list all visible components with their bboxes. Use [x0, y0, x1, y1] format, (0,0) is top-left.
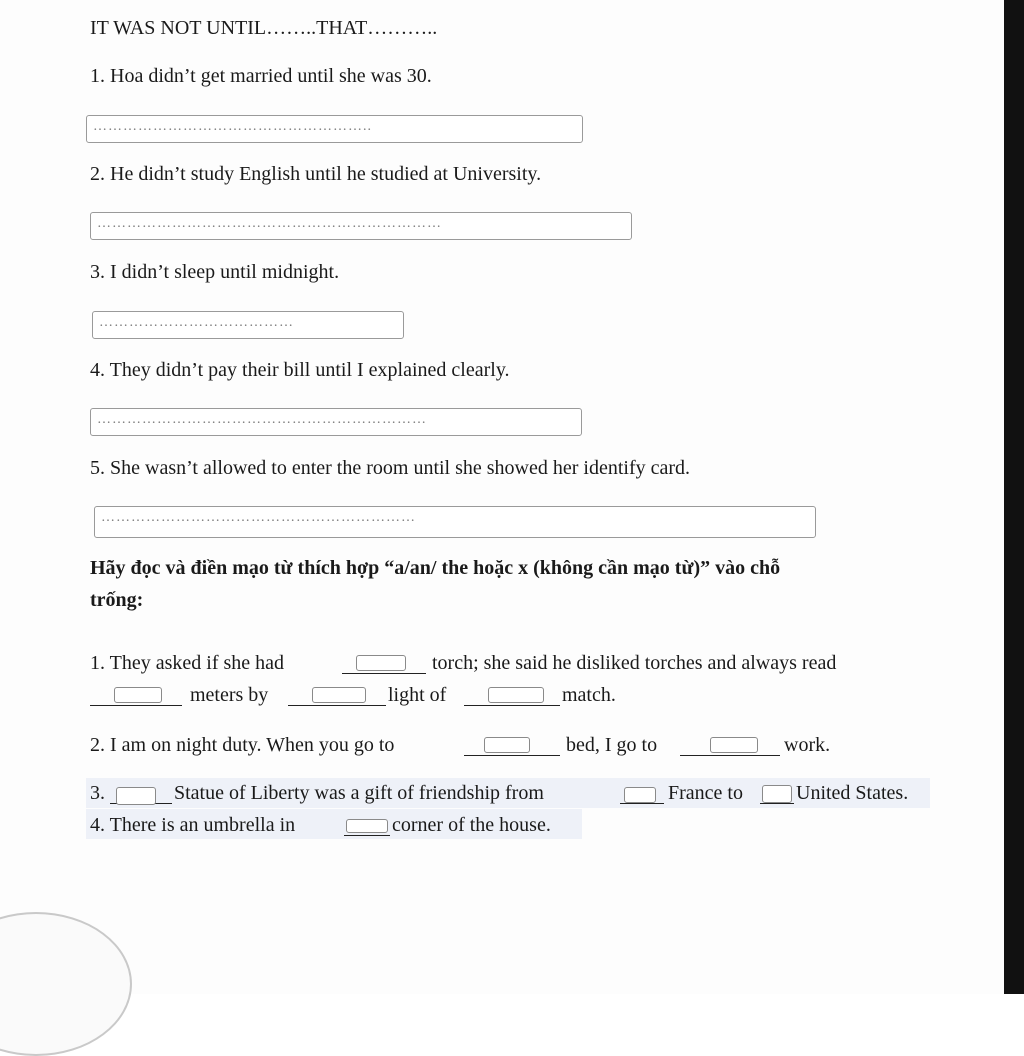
q2-part-c: work.: [784, 734, 831, 756]
q2-blank-1[interactable]: [464, 733, 560, 756]
q3-blank-3[interactable]: [760, 781, 794, 804]
answer-field-5[interactable]: ………………………………………………………: [94, 506, 816, 538]
q3-part-d: United States.: [796, 782, 909, 804]
q3-blank-2[interactable]: [620, 781, 664, 804]
answer-field-3[interactable]: …………………………………: [92, 311, 404, 339]
q1-blank-4[interactable]: [464, 683, 560, 706]
q3-blank-1[interactable]: [110, 781, 172, 804]
q4-part-b: corner of the house.: [392, 814, 551, 836]
q2-blank-2[interactable]: [680, 733, 780, 756]
dark-edge: [1004, 0, 1024, 994]
question-3-text: 3. I didn’t sleep until midnight.: [90, 261, 340, 283]
q2-part-a: 2. I am on night duty. When you go to: [90, 734, 395, 756]
answer-field-4[interactable]: …………………………………………………………: [90, 408, 582, 436]
question-4-text: 4. They didn’t pay their bill until I explained clearly.: [90, 359, 510, 381]
question-1-text: 1. Hoa didn’t get married until she was 30.: [90, 65, 432, 87]
q1-part-e: match.: [562, 684, 616, 706]
q3-part-c: France to: [668, 782, 743, 804]
q2-part-b: bed, I go to: [566, 734, 658, 756]
q4-part-a: 4. There is an umbrella in: [90, 814, 296, 836]
answer-field-2[interactable]: ……………………………………………………………: [90, 212, 632, 240]
question-5-text: 5. She wasn’t allowed to enter the room until she showed her identify card.: [90, 457, 691, 479]
instruction-line-1: Hãy đọc và điền mạo từ thích hợp “a/an/ the hoặc x (không cần mạo từ)” vào chỗ: [90, 557, 781, 579]
q1-blank-2[interactable]: [90, 683, 182, 706]
question-2-text: 2. He didn’t study English until he studied at University.: [90, 163, 542, 185]
q1-part-d: light of: [388, 684, 447, 706]
q1-part-a: 1. They asked if she had: [90, 652, 285, 674]
q3-part-b: Statue of Liberty was a gift of friendship from: [174, 782, 544, 804]
answer-field-1[interactable]: ………………………………………………..: [86, 115, 583, 143]
q1-part-c: meters by: [190, 684, 269, 706]
page-curl-corner: [0, 912, 132, 1056]
q1-part-b: torch; she said he disliked torches and always read: [432, 652, 837, 674]
q1-blank-3[interactable]: [288, 683, 386, 706]
q4-blank-1[interactable]: [344, 813, 390, 836]
worksheet-title: IT WAS NOT UNTIL……..THAT………..: [90, 17, 438, 39]
q3-part-a: 3.: [90, 782, 105, 804]
instruction-line-2: trống:: [90, 589, 144, 611]
q1-blank-1[interactable]: [342, 651, 426, 674]
